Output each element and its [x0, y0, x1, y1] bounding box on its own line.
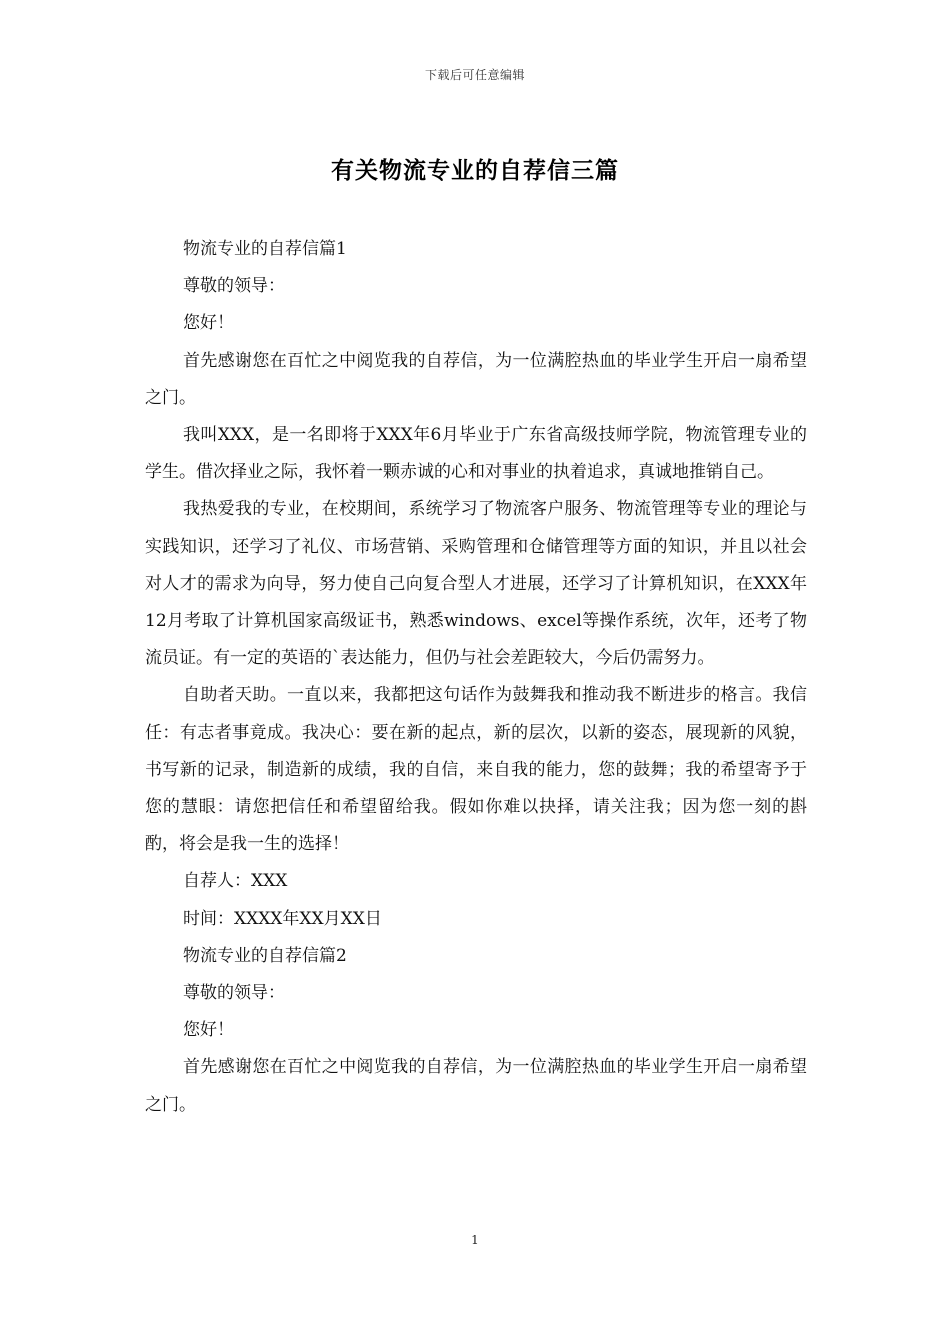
- greeting: 您好！: [183, 313, 234, 334]
- body-paragraph: 首先感谢您在百忙之中阅览我的自荐信，为一位满腔热血的毕业学生开启一扇希望之门。: [145, 350, 807, 408]
- section-heading-2: 物流专业的自荐信篇2: [183, 945, 347, 966]
- body-paragraph: 我叫XXX，是一名即将于XXX年6月毕业于广东省高级技师学院，物流管理专业的学生。借次择业之际，我怀着一颗赤诚的心和对事业的执着追求，真诚地推销自己。: [145, 425, 807, 483]
- document-body: [145, 231, 807, 1124]
- document-title: 有关物流专业的自荐信三篇: [331, 158, 619, 184]
- header-note: 下载后可任意编辑: [424, 68, 525, 82]
- body-paragraph: 首先感谢您在百忙之中阅览我的自荐信，为一位满腔热血的毕业学生开启一扇希望之门。: [145, 1057, 807, 1115]
- body-paragraph: 我热爱我的专业，在校期间，系统学习了物流客户服务、物流管理等专业的理论与实践知识，还学习了礼仪、市场营销、采购管理和仓储管理等方面的知识，并且以社会对人才的需求为向导，努力使自己向复合型人才进展，还学习了计算机知识，在XXX年12月考取了计算机国家高级证书，熟悉windows、excel等操作系统，次年，还考了物流员证。有一定的英语的`表达能力，但仍与社会差距较大，今后仍需努力。: [145, 499, 807, 669]
- body-paragraph: 自助者天助。一直以来，我都把这句话作为鼓舞我和推动我不断进步的格言。我信任：有志者事竟成。我决心：要在新的起点，新的层次，以新的姿态，展现新的风貌，书写新的记录，制造新的成绩，我的自信，来自我的能力，您的鼓舞；我的希望寄予于您的慧眼：请您把信任和希望留给我。假如你难以抉择，请关注我；因为您一刻的斟酌，将会是我一生的选择！: [145, 685, 807, 855]
- date-line: 时间：XXXX年XX月XX日: [183, 908, 382, 929]
- salutation: 尊敬的领导：: [183, 983, 285, 1004]
- section-heading-1: 物流专业的自荐信篇1: [183, 239, 347, 259]
- greeting: 您好！: [183, 1020, 234, 1041]
- page-number: 1: [471, 1233, 479, 1247]
- signature-line: 自荐人：XXX: [183, 871, 288, 892]
- salutation: 尊敬的领导：: [183, 276, 285, 297]
